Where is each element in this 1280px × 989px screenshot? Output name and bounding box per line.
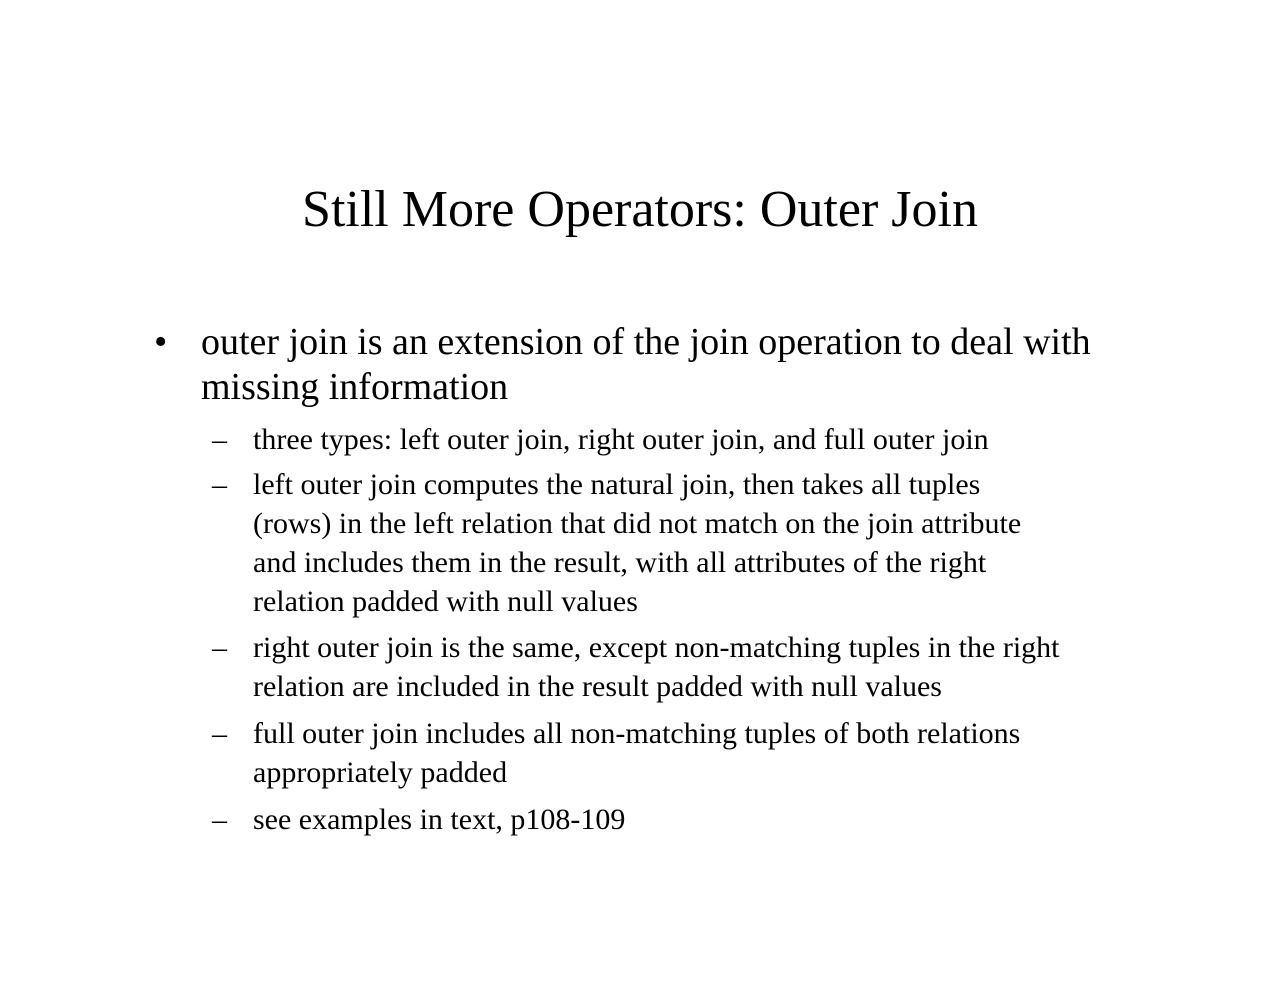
- dash-marker: –: [212, 803, 227, 836]
- slide-title: Still More Operators: Outer Join: [302, 181, 978, 238]
- dash-marker: –: [212, 468, 227, 501]
- dash-marker: –: [212, 423, 227, 456]
- main-bullet-line: missing information: [201, 366, 509, 408]
- sub-bullet-line: see examples in text, p108-109: [253, 803, 626, 836]
- dash-marker: –: [212, 717, 227, 750]
- sub-bullet-line: (rows) in the left relation that did not match on the join attribute: [253, 507, 1022, 540]
- sub-bullet-line: right outer join is the same, except non-matching tuples in the right: [253, 631, 1060, 664]
- sub-bullet-line: three types: left outer join, right outer join, and full outer join: [253, 423, 989, 456]
- sub-bullet-line: relation are included in the result padded with null values: [253, 670, 942, 703]
- sub-bullet-line: full outer join includes all non-matching tuples of both relations: [253, 717, 1021, 750]
- main-bullet-text: [201, 320, 1121, 410]
- bullet-marker: •: [154, 321, 168, 363]
- sub-bullet-line: appropriately padded: [253, 756, 508, 789]
- sub-bullet-line: relation padded with null values: [253, 585, 638, 618]
- dash-marker: –: [212, 631, 227, 664]
- sub-bullet-line: and includes them in the result, with all attributes of the right: [253, 546, 987, 579]
- sub-bullet-line: left outer join computes the natural join, then takes all tuples: [253, 468, 981, 501]
- main-bullet-line: outer join is an extension of the join operation to deal with: [201, 321, 1091, 363]
